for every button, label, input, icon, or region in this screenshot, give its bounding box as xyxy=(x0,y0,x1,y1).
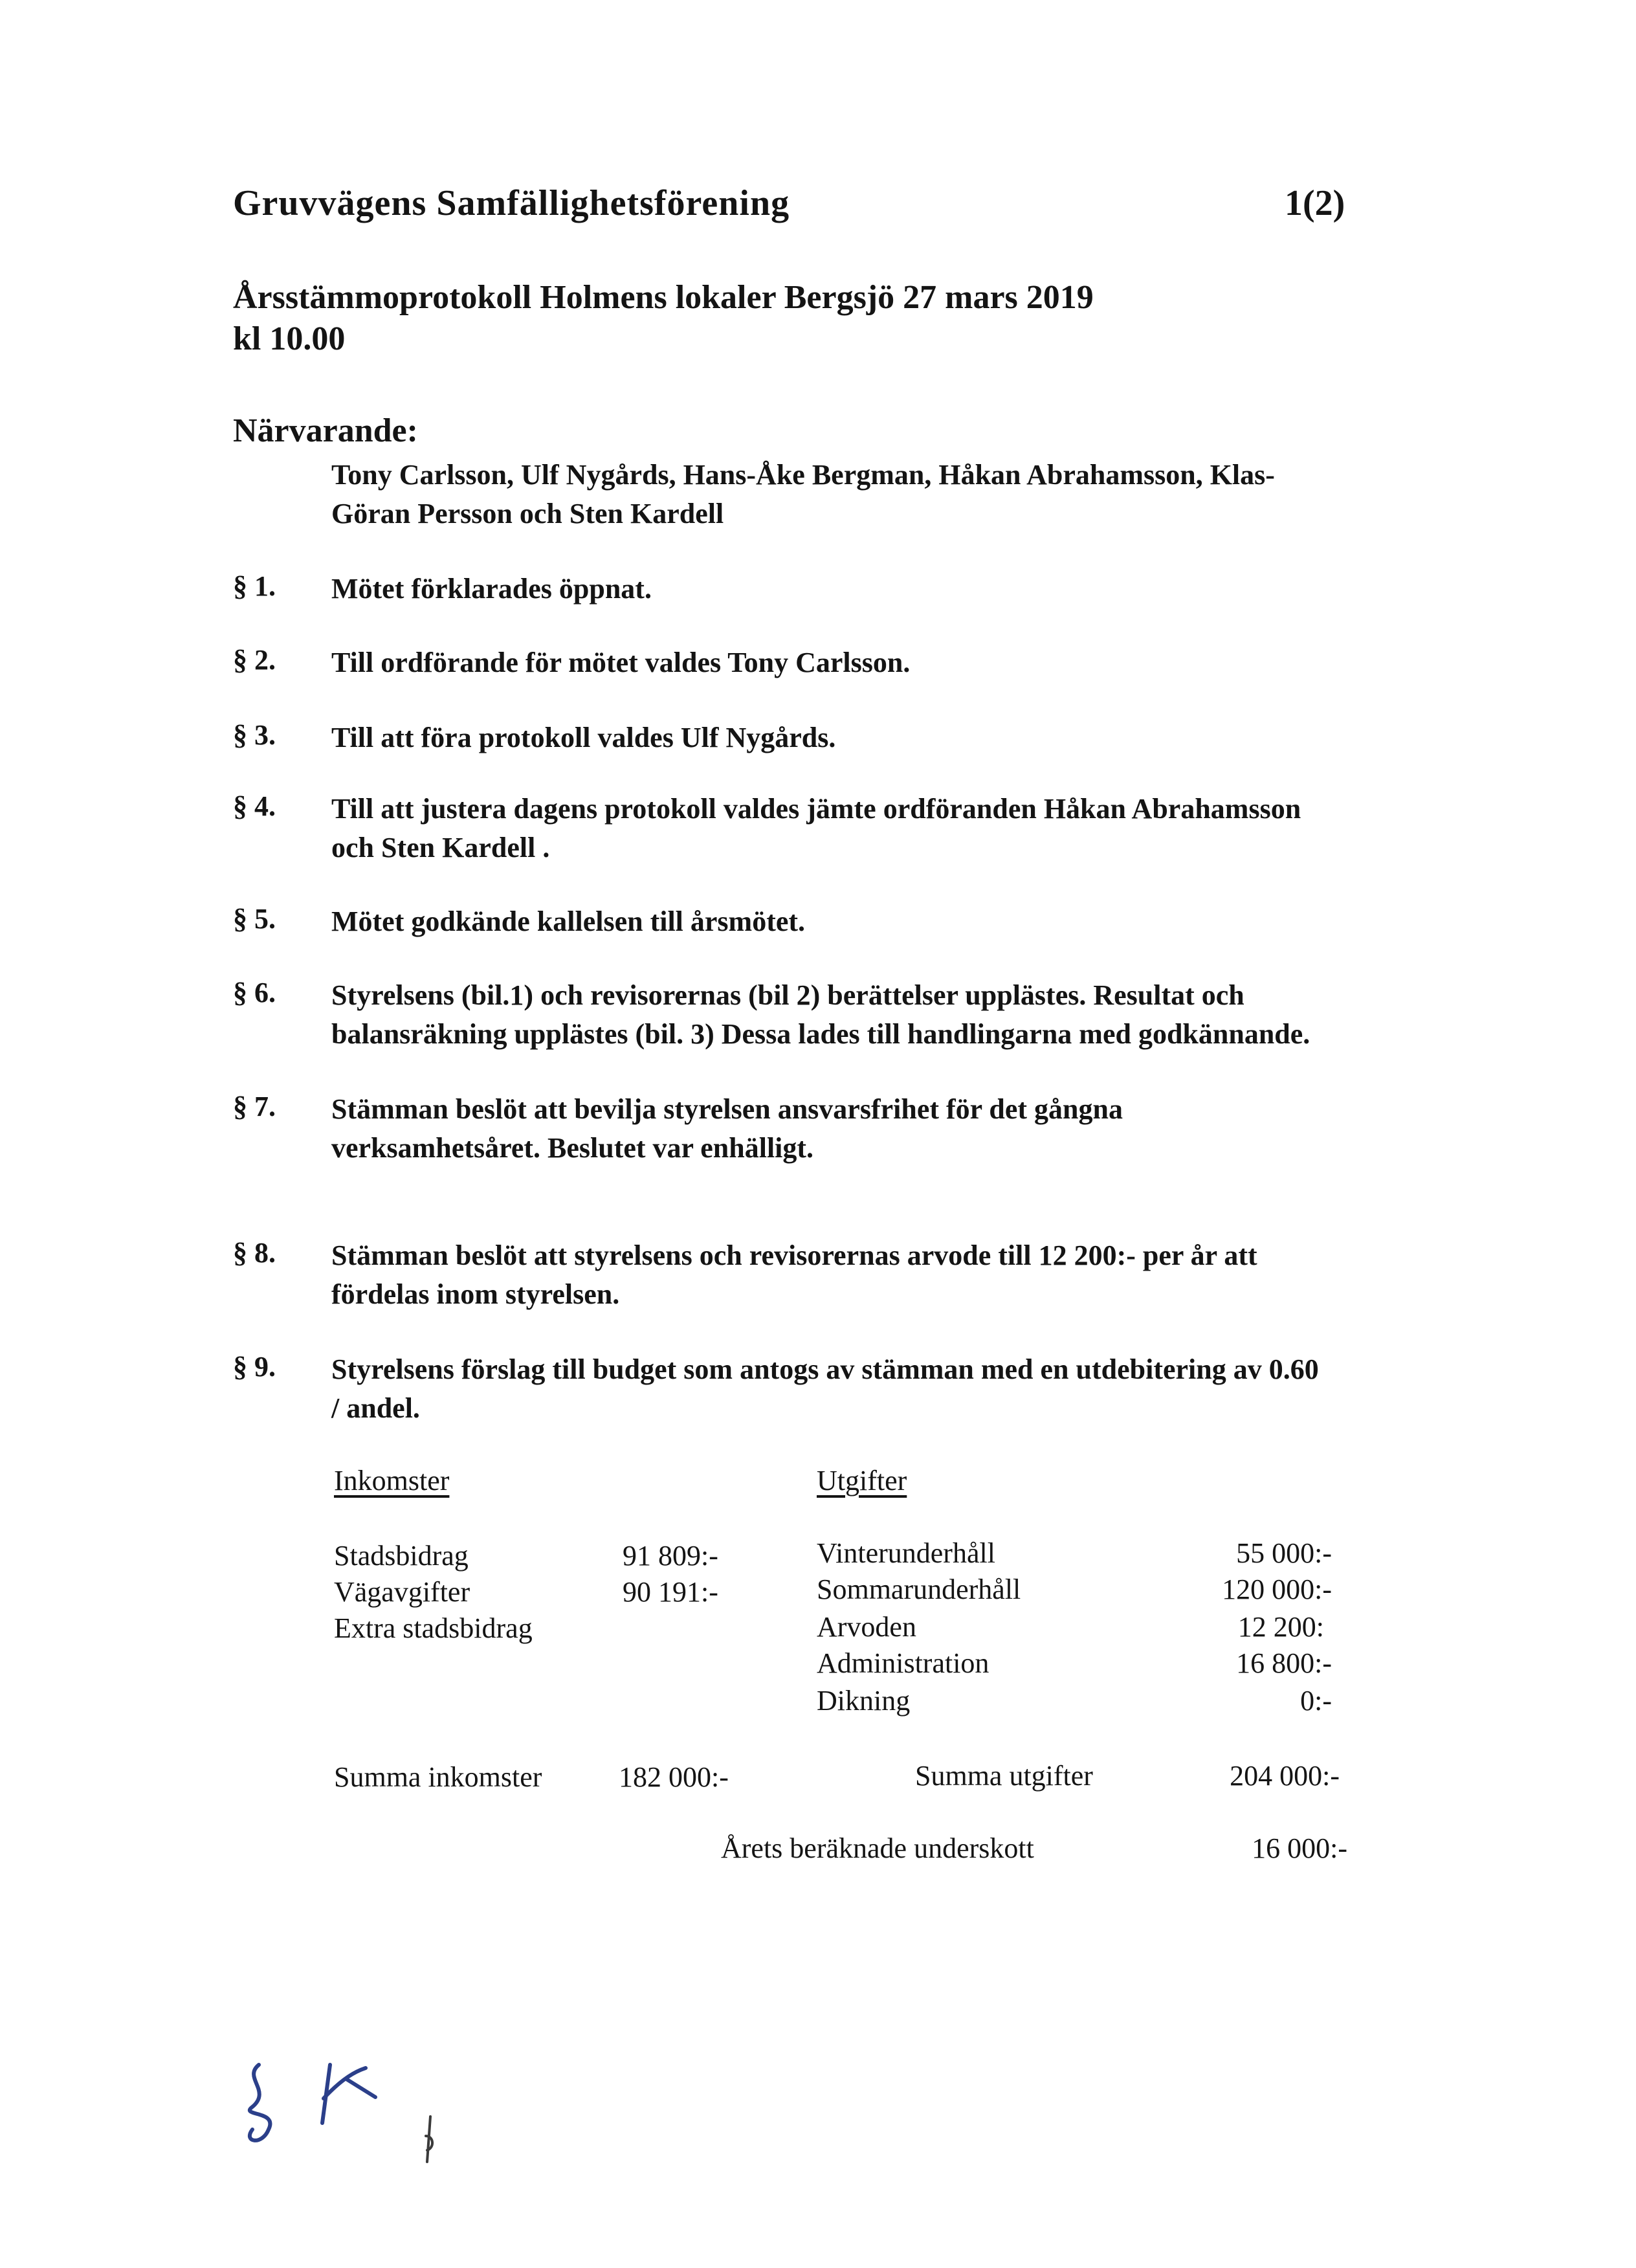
income-amount-2: 90 191:- xyxy=(623,1576,718,1608)
organization-name: Gruvvägens Samfällighetsförening xyxy=(233,183,790,223)
paragraph-line: Till ordförande för mötet valdes Tony Carlsson. xyxy=(331,647,911,678)
expense-amount-4: 16 800:- xyxy=(1236,1647,1332,1679)
paragraph-line: verksamhetsåret. Beslutet var enhälligt. xyxy=(331,1132,814,1164)
expense-amount-1: 55 000:- xyxy=(1236,1537,1332,1569)
paragraph-text-9 xyxy=(331,1350,1319,1428)
expense-label-5: Dikning xyxy=(817,1685,911,1717)
paragraph-text-7 xyxy=(331,1090,1123,1168)
paragraph-line: / andel. xyxy=(331,1392,420,1424)
expense-label-3: Arvoden xyxy=(817,1611,916,1643)
paragraph-number-2: § 2. xyxy=(233,644,276,676)
paragraph-number-9: § 9. xyxy=(233,1351,276,1383)
paragraph-number-5: § 5. xyxy=(233,903,276,935)
expense-label-2: Sommarunderhåll xyxy=(817,1573,1021,1605)
total-income-amount: 182 000:- xyxy=(619,1761,729,1793)
income-label-2: Vägavgifter xyxy=(334,1576,470,1608)
paragraph-number-4: § 4. xyxy=(233,790,276,822)
deficit-label: Årets beräknade underskott xyxy=(721,1832,1034,1864)
paragraph-line: Mötet förklarades öppnat. xyxy=(331,573,652,605)
paragraph-line: Stämman beslöt att styrelsens och revisorernas arvode till 12 200:- per år att xyxy=(331,1240,1257,1271)
attendance-line-2: Göran Persson och Sten Kardell xyxy=(331,498,724,529)
paragraph-line: Styrelsens förslag till budget som antogs av stämman med en utdebitering av 0.60 xyxy=(331,1353,1319,1385)
expense-amount-3: 12 200: xyxy=(1237,1611,1324,1643)
protocol-title-line-1: Årsstämmoprotokoll Holmens lokaler Bergsjö 27 mars 2019 xyxy=(233,279,1094,316)
paragraph-line: fördelas inom styrelsen. xyxy=(331,1278,620,1310)
income-label-3: Extra stadsbidrag xyxy=(334,1612,533,1644)
paragraph-line: Stämman beslöt att bevilja styrelsen ansvarsfrihet för det gångna xyxy=(331,1093,1123,1125)
expense-label-1: Vinterunderhåll xyxy=(817,1537,995,1569)
protocol-title xyxy=(233,277,1094,360)
total-income-label: Summa inkomster xyxy=(334,1761,542,1793)
total-expense-amount: 204 000:- xyxy=(1230,1760,1340,1792)
expense-label-4: Administration xyxy=(817,1647,989,1679)
paragraph-number-1: § 1. xyxy=(233,570,276,602)
expense-heading: Utgifter xyxy=(817,1465,907,1496)
paragraph-text-2 xyxy=(331,643,910,682)
handwritten-initials xyxy=(233,2039,466,2194)
paragraph-line: balansräkning upplästes (bil. 3) Dessa lades till handlingarna med godkännande. xyxy=(331,1018,1310,1050)
paragraph-number-8: § 8. xyxy=(233,1237,276,1269)
paragraph-text-3 xyxy=(331,718,835,757)
expense-amount-2: 120 000:- xyxy=(1222,1573,1332,1605)
paragraph-line: och Sten Kardell . xyxy=(331,832,550,863)
paragraph-text-4 xyxy=(331,790,1301,867)
paragraph-number-3: § 3. xyxy=(233,719,276,751)
attendance-list xyxy=(331,456,1275,533)
paragraph-text-6 xyxy=(331,976,1310,1054)
paragraph-number-7: § 7. xyxy=(233,1091,276,1122)
income-amount-1: 91 809:- xyxy=(623,1540,718,1572)
paragraph-line: Mötet godkände kallelsen till årsmötet. xyxy=(331,906,806,937)
income-label-1: Stadsbidrag xyxy=(334,1540,469,1572)
attendance-heading: Närvarande: xyxy=(233,412,418,449)
attendance-line-1: Tony Carlsson, Ulf Nygårds, Hans-Åke Bergman, Håkan Abrahamsson, Klas- xyxy=(331,459,1275,491)
total-expense-label: Summa utgifter xyxy=(915,1760,1093,1792)
protocol-title-line-2: kl 10.00 xyxy=(233,320,346,357)
deficit-amount: 16 000:- xyxy=(1252,1832,1347,1864)
paragraph-text-5 xyxy=(331,902,805,941)
paragraph-line: Till att justera dagens protokoll valdes jämte ordföranden Håkan Abrahamsson xyxy=(331,793,1301,825)
paragraph-text-1 xyxy=(331,570,652,608)
paragraph-line: Till att föra protokoll valdes Ulf Nygårds. xyxy=(331,722,836,753)
handwritten-initials-drawing xyxy=(233,2039,466,2194)
paragraph-line: Styrelsens (bil.1) och revisorernas (bil 2) berättelser upplästes. Resultat och xyxy=(331,979,1244,1011)
page-number: 1(2) xyxy=(1285,183,1345,223)
paragraph-number-6: § 6. xyxy=(233,977,276,1008)
income-heading: Inkomster xyxy=(334,1465,450,1496)
paragraph-text-8 xyxy=(331,1236,1257,1314)
expense-amount-5: 0:- xyxy=(1300,1685,1332,1717)
